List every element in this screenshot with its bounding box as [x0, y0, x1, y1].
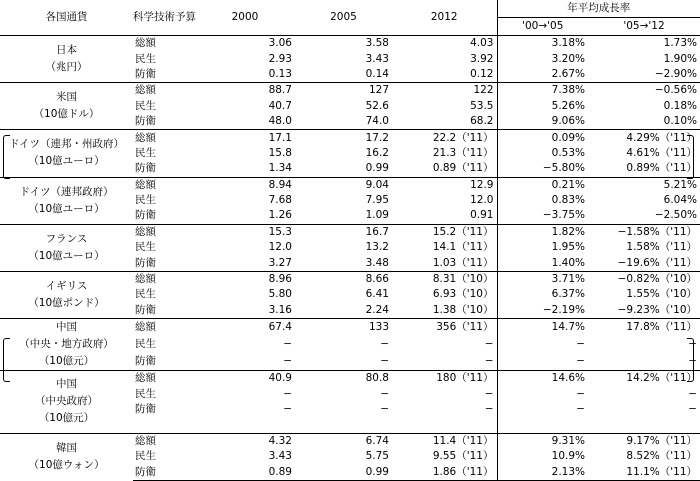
value-2012: 21.3（'11）	[432, 146, 494, 159]
value-2012: 6.93（'10）	[432, 288, 494, 301]
value-2000: 17.1	[195, 130, 295, 146]
value-2012: 12.0	[470, 194, 494, 207]
value-2005: 3.58	[295, 36, 392, 52]
country-label-line: 韓国	[56, 441, 77, 454]
value-2005: 16.7	[295, 224, 392, 240]
country-label-line: （10億元）	[38, 412, 95, 425]
category-label: 民生	[135, 450, 156, 463]
growth-05-12: 1.73%	[588, 36, 700, 52]
growth-00-05: 1.82%	[497, 224, 588, 240]
value-2012: 0.12	[470, 67, 494, 80]
growth-05-12: −	[688, 338, 697, 351]
value-2012: 12.9	[392, 177, 497, 193]
category-label: 防衛	[135, 256, 156, 269]
value-2005: −	[380, 338, 389, 351]
country-label-line: 中国	[56, 321, 77, 334]
value-2012: 356（'11）	[392, 319, 497, 337]
growth-00-05: 7.38%	[497, 83, 588, 99]
country-label-line: イギリス	[45, 279, 88, 292]
growth-05-12: 8.52%（'11）	[626, 450, 697, 463]
value-2005: 8.66	[295, 271, 392, 287]
value-2005: 3.43	[365, 52, 389, 65]
value-2005: 17.2	[295, 130, 392, 146]
category-label: 民生	[135, 146, 156, 159]
value-2012: 0.89（'11）	[432, 162, 494, 175]
growth-05-12: −1.58%（'11）	[588, 224, 700, 240]
value-2012: −	[484, 387, 494, 400]
growth-05-12: 0.10%	[663, 115, 697, 128]
growth-05-12: 11.1%（'11）	[588, 464, 700, 480]
growth-00-05: 3.20%	[497, 51, 588, 66]
growth-05-12: 4.61%（'11）	[626, 146, 697, 159]
growth-00-05: −3.75%	[497, 208, 588, 224]
value-2000: 67.4	[195, 319, 295, 337]
growth-05-12: −	[688, 355, 697, 368]
growth-00-05: 3.18%	[497, 36, 588, 52]
country-label	[0, 271, 133, 318]
value-2000: 15.3	[195, 224, 295, 240]
category-label: 総額	[133, 36, 195, 52]
category-label: 防衛	[135, 403, 156, 415]
value-2000: −	[283, 387, 292, 400]
category-label: 総額	[133, 224, 195, 240]
growth-00-05: 5.26%	[497, 99, 588, 114]
value-2000	[195, 417, 295, 433]
growth-00-05: 10.9%	[497, 449, 588, 464]
category-label: 民生	[135, 194, 156, 207]
growth-05-12: 0.89%（'11）	[626, 162, 697, 175]
value-2000: 7.68	[268, 194, 292, 207]
growth-05-12	[588, 417, 700, 433]
value-2005: −	[380, 387, 389, 400]
value-2005: 0.99	[295, 464, 392, 480]
category-label: 総額	[133, 433, 195, 449]
growth-00-05	[497, 417, 588, 433]
country-label-line: （兆円）	[45, 61, 88, 74]
table-row	[0, 433, 700, 449]
growth-05-12: 5.21%	[588, 177, 700, 193]
country-label	[0, 433, 133, 480]
col-header-growth: 年平均成長率	[497, 0, 700, 18]
table-row	[0, 83, 700, 99]
growth-00-05: −5.80%	[497, 161, 588, 177]
value-2000: 0.89	[195, 464, 295, 480]
country-label	[0, 83, 133, 130]
value-2012: 11.4（'11）	[392, 433, 497, 449]
col-header-2012: 2012	[392, 0, 497, 36]
growth-00-05: 14.7%	[497, 319, 588, 337]
growth-05-12: 9.17%（'11）	[588, 433, 700, 449]
category-label: 防衛	[135, 67, 156, 80]
col-header-budget: 科学技術予算	[133, 0, 195, 36]
value-2012	[392, 417, 497, 433]
growth-00-05: 0.09%	[497, 130, 588, 146]
category-label: 民生	[135, 241, 156, 254]
growth-00-05: −	[497, 353, 588, 371]
table-row	[0, 177, 700, 193]
category-label: 民生	[135, 387, 156, 400]
growth-00-05: 3.71%	[497, 271, 588, 287]
growth-00-05: 1.95%	[497, 240, 588, 255]
growth-00-05: 2.67%	[497, 67, 588, 83]
growth-05-12: 0.18%	[663, 99, 697, 112]
value-2005: 0.14	[365, 67, 389, 80]
value-2005: 6.74	[295, 433, 392, 449]
value-2000: 40.9	[195, 371, 295, 387]
bracket-left-germany	[3, 135, 10, 179]
country-label-line: （10億ユーロ）	[28, 155, 105, 168]
value-2005: 80.8	[295, 371, 392, 387]
col-header-2005: 2005	[295, 0, 392, 36]
bracket-right-china	[687, 338, 694, 382]
value-2012: 68.2	[470, 115, 494, 128]
value-2005: 2.24	[365, 303, 389, 316]
value-2005: −	[380, 355, 389, 368]
growth-00-05: 0.83%	[497, 193, 588, 208]
growth-05-12: 1.55%（'10）	[626, 288, 697, 301]
value-2012: 1.03（'11）	[432, 256, 494, 269]
growth-00-05: 2.13%	[497, 464, 588, 480]
growth-00-05: 9.06%	[497, 114, 588, 130]
country-label-line: （10億ウォン）	[28, 458, 105, 471]
table-row	[0, 224, 700, 240]
country-label-line: ドイツ（連邦・州政府）	[9, 138, 124, 151]
category-label: 防衛	[135, 162, 156, 175]
bracket-right-germany	[687, 135, 694, 179]
growth-00-05: 1.40%	[497, 255, 588, 271]
value-2012: 22.2（'11）	[392, 130, 497, 146]
value-2000: 3.43	[268, 450, 292, 463]
value-2000: 8.96	[195, 271, 295, 287]
bracket-left-china	[3, 338, 10, 382]
table-row	[0, 36, 700, 52]
country-label-line: （中央政府）	[35, 395, 98, 408]
growth-05-12: −0.56%	[588, 83, 700, 99]
country-label	[0, 371, 133, 434]
value-2000: −	[283, 338, 292, 351]
country-label	[0, 177, 133, 224]
value-2005: 127	[295, 83, 392, 99]
value-2005: 1.09	[365, 209, 389, 222]
country-label-line: （10億ドル）	[33, 108, 100, 121]
growth-05-12: −9.23%（'10）	[617, 303, 697, 316]
value-2000: 4.32	[195, 433, 295, 449]
growth-05-12: 17.8%（'11）	[588, 319, 700, 337]
category-label	[133, 417, 195, 433]
col-header-country: 各国通貨	[0, 0, 133, 36]
value-2000: 48.0	[268, 115, 292, 128]
col-header-2000: 2000	[195, 0, 295, 36]
value-2000: −	[283, 355, 292, 368]
value-2012: −	[484, 338, 494, 351]
value-2000: 15.8	[268, 146, 292, 159]
growth-00-05: 6.37%	[497, 287, 588, 302]
category-label: 防衛	[135, 303, 156, 316]
value-2012: 0.91	[470, 209, 494, 222]
value-2000: 12.0	[268, 241, 292, 254]
country-label	[0, 130, 133, 177]
value-2000: 5.80	[268, 288, 292, 301]
table-row	[0, 130, 700, 146]
country-label-line: （10億元）	[38, 355, 95, 368]
value-2012: 1.38（'10）	[432, 303, 494, 316]
value-2000: 3.27	[268, 256, 292, 269]
growth-05-12: −	[688, 403, 697, 415]
country-label-line: （10億ユーロ）	[28, 202, 105, 215]
country-label-line: フランス	[45, 232, 88, 245]
value-2012: 14.1（'11）	[432, 241, 494, 254]
value-2005: 133	[295, 319, 392, 337]
growth-05-12: 14.2%（'11）	[588, 371, 700, 387]
table-row	[0, 319, 700, 337]
country-label-line: 日本	[56, 44, 77, 57]
value-2005: −	[380, 403, 389, 415]
category-label: 防衛	[135, 355, 156, 368]
category-label: 防衛	[135, 209, 156, 222]
category-label: 総額	[133, 271, 195, 287]
value-2012: 122	[392, 83, 497, 99]
growth-00-05: −	[497, 386, 588, 401]
value-2000: 3.06	[195, 36, 295, 52]
value-2012: 53.5	[470, 99, 494, 112]
growth-05-12: −2.50%	[654, 209, 697, 222]
country-label	[0, 36, 133, 83]
growth-05-12: 6.04%	[663, 194, 697, 207]
value-2000: 3.16	[268, 303, 292, 316]
growth-05-12: 4.29%（'11）	[588, 130, 700, 146]
growth-00-05: 9.31%	[497, 433, 588, 449]
growth-05-12: −19.6%（'11）	[617, 256, 697, 269]
value-2000: 40.7	[268, 99, 292, 112]
value-2012: 180（'11）	[392, 371, 497, 387]
growth-05-12: −	[688, 387, 697, 400]
growth-00-05: 14.6%	[497, 371, 588, 387]
country-label-line: （中央・地方政府）	[19, 338, 114, 351]
value-2000: 1.26	[268, 209, 292, 222]
value-2012: −	[484, 403, 494, 415]
value-2012: 15.2（'11）	[392, 224, 497, 240]
category-label: 総額	[133, 177, 195, 193]
category-label: 民生	[135, 338, 156, 351]
value-2005: 16.2	[365, 146, 389, 159]
category-label: 総額	[133, 319, 195, 337]
growth-05-12: −2.90%	[654, 67, 697, 80]
value-2005: 0.99	[365, 162, 389, 175]
value-2005: 5.75	[365, 450, 389, 463]
value-2012: −	[484, 355, 494, 368]
value-2005: 9.04	[295, 177, 392, 193]
country-label	[0, 224, 133, 271]
value-2012: 3.92	[470, 52, 494, 65]
category-label: 総額	[133, 83, 195, 99]
value-2012: 8.31（'10）	[392, 271, 497, 287]
value-2000: 88.7	[195, 83, 295, 99]
growth-00-05: 0.21%	[497, 177, 588, 193]
value-2000: 2.93	[268, 52, 292, 65]
category-label: 民生	[135, 52, 156, 65]
value-2000: 1.34	[268, 162, 292, 175]
country-label-line: ドイツ（連邦政府）	[19, 185, 114, 198]
table-body	[0, 36, 700, 481]
value-2005: 3.48	[365, 256, 389, 269]
growth-00-05: −	[497, 336, 588, 353]
growth-00-05: −	[497, 402, 588, 417]
country-label-line: （10億ユーロ）	[28, 249, 105, 262]
value-2005: 13.2	[365, 241, 389, 254]
value-2012: 1.86（'11）	[392, 464, 497, 480]
value-2005	[295, 417, 392, 433]
growth-05-12: 1.58%（'11）	[626, 241, 697, 254]
growth-00-05: 0.53%	[497, 146, 588, 161]
value-2005: 7.95	[365, 194, 389, 207]
category-label: 総額	[133, 130, 195, 146]
col-header-growth-00-05: '00→'05	[497, 18, 588, 36]
country-label-line: 中国	[56, 378, 77, 391]
growth-05-12: −0.82%（'10）	[588, 271, 700, 287]
value-2005: 52.6	[365, 99, 389, 112]
country-label	[0, 319, 133, 371]
growth-05-12: 1.90%	[663, 52, 697, 65]
value-2012: 4.03	[392, 36, 497, 52]
col-header-growth-05-12: '05→'12	[588, 18, 700, 36]
growth-00-05: −2.19%	[497, 303, 588, 319]
category-label: 民生	[135, 99, 156, 112]
country-label-line: 米国	[56, 91, 77, 104]
category-label: 防衛	[135, 115, 156, 128]
value-2000: 8.94	[195, 177, 295, 193]
value-2000: 0.13	[268, 67, 292, 80]
table-row	[0, 271, 700, 287]
category-label: 総額	[133, 371, 195, 387]
table-row	[0, 371, 700, 387]
country-label-line: （10億ポンド）	[28, 296, 105, 309]
value-2012: 9.55（'11）	[432, 450, 494, 463]
category-label: 防衛	[133, 464, 195, 480]
category-label: 民生	[135, 288, 156, 301]
value-2000: −	[283, 403, 292, 415]
value-2005: 6.41	[365, 288, 389, 301]
value-2005: 74.0	[365, 115, 389, 128]
